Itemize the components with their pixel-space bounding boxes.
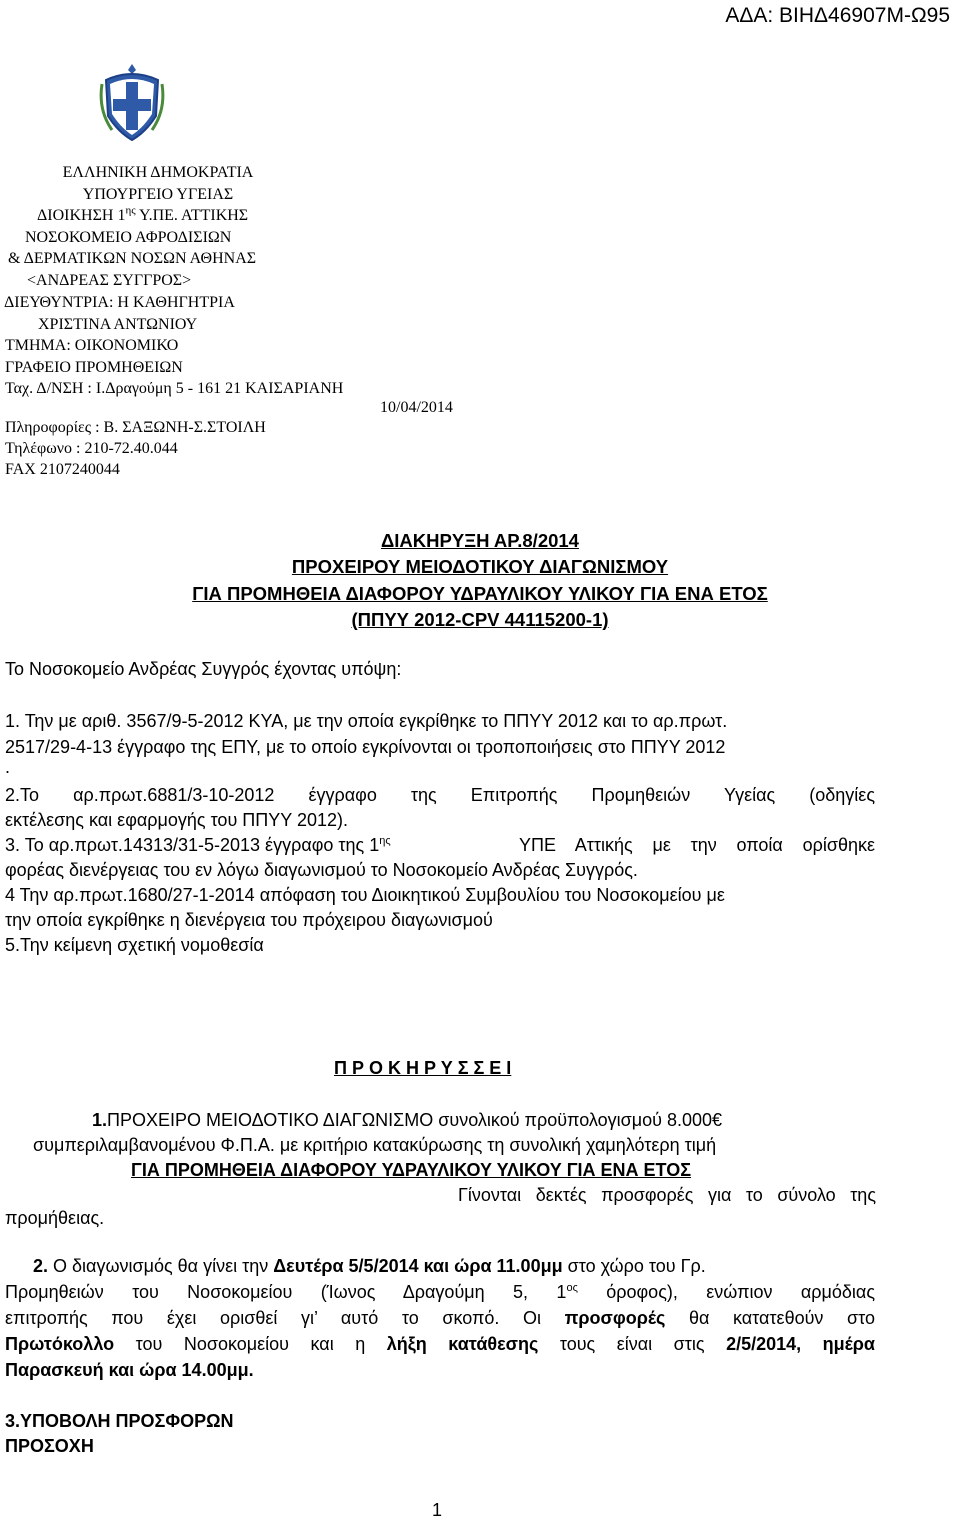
p2-line-4: Πρωτόκολλο του Νοσοκομείου και η λήξη κατάθεσης τους είναι στις 2/5/2014, ημέρα xyxy=(5,1334,876,1354)
consideration-4: 4 Την αρ.πρωτ.1680/27-1-2014 απόφαση του Διοικητικού Συμβουλίου του Νοσοκομείου με xyxy=(5,885,725,905)
consideration-3-cont: φορέας διενέργειας του εν λόγω διαγωνισμού το Νοσοκομείο Ανδρέας Συγγρός. xyxy=(5,860,638,880)
declaration-subject: ΓΙΑ ΠΡΟΜΗΘΕΙΑ ΔΙΑΦΟΡΟΥ ΥΔΡΑΥΛΙΚΟΥ ΥΛΙΚΟΥ ΓΙΑ ΕΝΑ ΕΤΟΣ xyxy=(192,583,768,604)
proclaim-heading: Π Ρ Ο Κ Η Ρ Υ Σ Σ Ε Ι xyxy=(334,1058,512,1078)
consideration-3: 3. Το αρ.πρωτ.14313/31-5-2013 έγγραφο της $1^{\eta\varsigma}$ xyxy=(5,835,391,855)
intro-text: Το Νοσοκομείο Ανδρέας Συγγρός έχοντας υπόψη: xyxy=(5,659,402,679)
header-hospital-2: & ΔΕΡΜΑΤΙΚΩΝ ΝΟΣΩΝ ΑΘΗΝΑΣ xyxy=(8,250,257,267)
consideration-1-end: . xyxy=(5,757,11,777)
document-date: 10/04/2014 xyxy=(380,399,453,416)
header-administration-sup: ης xyxy=(125,204,136,217)
section3-title: 3.ΥΠΟΒΟΛΗ ΠΡΟΣΦΟΡΩΝ xyxy=(5,1411,234,1431)
header-republic: ΕΛΛΗΝΙΚΗ ΔΗΜΟΚΡΑΤΙΑ xyxy=(62,164,254,181)
consideration-5: 5.Την κείμενη σχετική νομοθεσία xyxy=(5,935,264,955)
header-ministry: ΥΠΟΥΡΓΕΙΟ ΥΓΕΙΑΣ xyxy=(82,186,234,203)
section3-subtitle: ΠΡΟΣΟΧΗ xyxy=(5,1436,94,1456)
consideration-4-cont: την οποία εγκρίθηκε η διενέργεια του πρόχειρου διαγωνισμού xyxy=(5,910,493,930)
header-info: Πληροφορίες : Β. ΣΑΞΩΝΗ-Σ.ΣΤΟΙΛΗ xyxy=(5,419,266,436)
consideration-1-cont: 2517/29-4-13 έγγραφο της ΕΠΥ, με το οποίο εγκρίνονται οι τροποποιήσεις στο ΠΠΥΥ 2012 xyxy=(5,737,726,757)
header-hospital-name: <ΑΝΔΡΕΑΣ ΣΥΓΓΡΟΣ> xyxy=(27,272,192,289)
p2-line-1: 2. Ο διαγωνισμός θα γίνει την Δευτέρα 5/5/2014 και ώρα 11.00μμ στο χώρο του Γρ. xyxy=(33,1256,706,1276)
p1-line-5: προμήθειας. xyxy=(5,1208,105,1228)
consideration-3-tail: ΥΠΕ Αττικής με την οποία ορίσθηκε xyxy=(519,835,875,855)
consideration-1: 1. Την με αριθ. 3567/9-5-2012 ΚΥΑ, με την οποία εγκρίθηκε το ΠΠΥΥ 2012 και το αρ.πρωτ. xyxy=(5,711,728,731)
p2-line-5: Παρασκευή και ώρα 14.00μμ. xyxy=(5,1360,254,1380)
declaration-title: ΔΙΑΚΗΡΥΞΗ ΑΡ.8/2014 xyxy=(381,530,579,551)
header-office: ΓΡΑΦΕΙΟ ΠΡΟΜΗΘΕΙΩΝ xyxy=(5,359,183,376)
p2-line-2: Προμηθειών του Νοσοκομείου (Ίωνος Δραγούμη 5, $1^{o\varsigma}$ όροφος), ενώπιον αρμόδιας xyxy=(5,1282,876,1302)
header-administration: ΔΙΟΙΚΗΣΗ $1^{\eta\varsigma}$ Υ.ΠΕ. ΑΤΤΙΚΗΣ xyxy=(37,204,249,224)
consideration-3-sup: ης xyxy=(379,835,391,847)
declaration-code: (ΠΠΥΥ 2012-CPV 44115200-1) xyxy=(351,609,609,630)
greek-emblem-icon xyxy=(96,60,168,144)
header-phone: Τηλέφωνο : 210-72.40.044 xyxy=(5,440,178,457)
header-address: Ταχ. Δ/ΝΣΗ : Ι.Δραγούμη 5 - 161 21 ΚΑΙΣΑΡΙΑΝΗ xyxy=(5,380,344,397)
header-department: ΤΜΗΜΑ: ΟΙΚΟΝΟΜΙΚΟ xyxy=(5,337,179,354)
header-fax: FAX 2107240044 xyxy=(5,461,120,478)
p1-line-2: συμπεριλαμβανομένου Φ.Π.Α. με κριτήριο κατακύρωσης τη συνολική χαμηλότερη τιμή xyxy=(33,1135,717,1155)
header-director: ΔΙΕΥΘΥΝΤΡΙΑ: Η ΚΑΘΗΓΗΤΡΙΑ xyxy=(4,294,235,311)
ada-code: ΑΔΑ: ΒΙΗΔ46907Μ-Ω95 xyxy=(725,4,950,27)
p1-line-4: Γίνονται δεκτές προσφορές για το σύνολο της xyxy=(458,1185,876,1205)
page-number: 1 xyxy=(432,1500,443,1520)
euro-icon: € xyxy=(712,1110,723,1130)
header-hospital: ΝΟΣΟΚΟΜΕΙΟ ΑΦΡΟΔΙΣΙΩΝ xyxy=(25,229,232,246)
p1-line-3: ΓΙΑ ΠΡΟΜΗΘΕΙΑ ΔΙΑΦΟΡΟΥ ΥΔΡΑΥΛΙΚΟΥ ΥΛΙΚΟΥ ΓΙΑ ΕΝΑ ΕΤΟΣ xyxy=(131,1160,692,1180)
consideration-2-cont: εκτέλεσης και εφαρμογής του ΠΠΥΥ 2012). xyxy=(5,810,349,830)
declaration-subtitle: ΠΡΟΧΕΙΡΟΥ ΜΕΙΟΔΟΤΙΚΟΥ ΔΙΑΓΩΝΙΣΜΟΥ xyxy=(291,556,669,577)
header-director-name: ΧΡΙΣΤΙΝΑ ΑΝΤΩΝΙΟΥ xyxy=(38,316,198,333)
consideration-2: 2.Το αρ.πρωτ.6881/3-10-2012 έγγραφο της Επιτροπής Προμηθειών Υγείας (οδηγίες xyxy=(5,785,875,805)
p2-line-3: επιτροπής που έχει ορισθεί γι’ αυτό το σκοπό. Οι προσφορές θα κατατεθούν στο xyxy=(5,1308,876,1328)
p1-line-1: 1.ΠΡΟΧΕΙΡΟ ΜΕΙΟΔΟΤΙΚΟ ΔΙΑΓΩΝΙΣΜΟ συνολικού προϋπολογισμού 8.000€ xyxy=(92,1110,723,1130)
